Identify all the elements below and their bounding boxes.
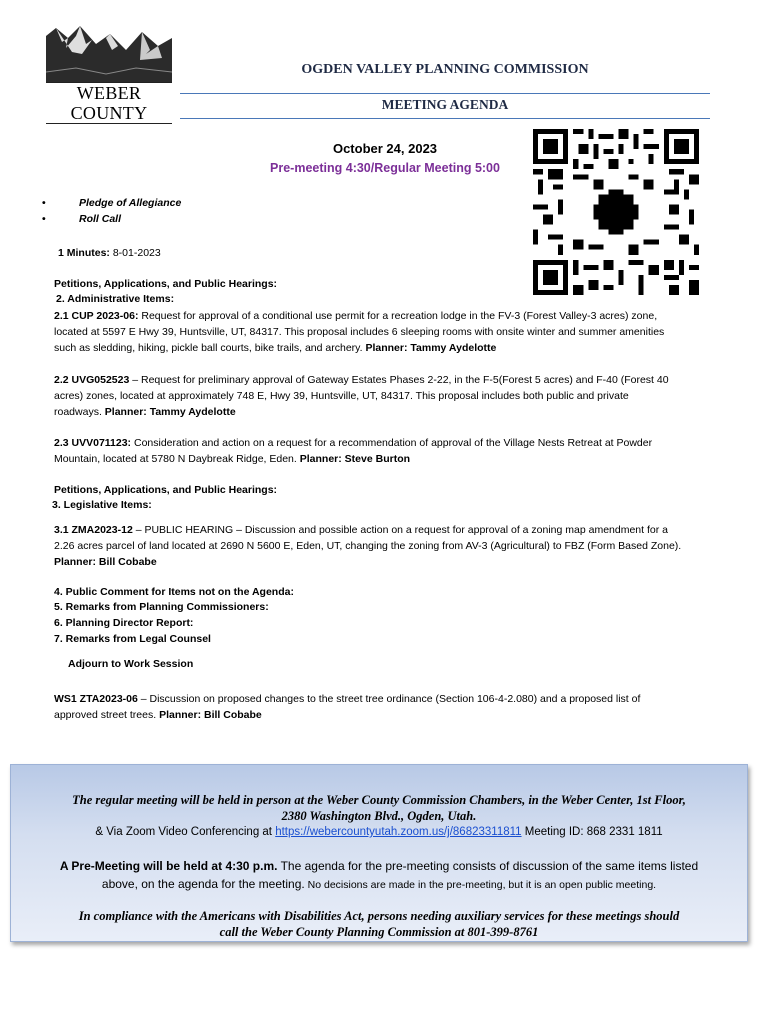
agenda-title: MEETING AGENDA <box>381 97 509 112</box>
commission-title: OGDEN VALLEY PLANNING COMMISSION <box>301 62 589 77</box>
legis-subheading: 3. Legislative Items: <box>52 499 152 511</box>
bullet-icon: • <box>42 213 46 225</box>
premeeting-line-2: above, on the agenda for the meeting. No decisions are made in the pre-meeting, but it is an open public meeting. <box>101 877 657 891</box>
location-line-2: 2380 Washington Blvd., Ogden, Utah. <box>281 809 477 823</box>
ada-line-1: In compliance with the Americans with Disabilities Act, persons needing auxiliary services for these meetings should <box>78 909 680 923</box>
meeting-notice-banner <box>10 764 748 942</box>
item-4: 4. Public Comment for Items not on the Agenda: <box>54 586 294 598</box>
item-2-1: 2.1 CUP 2023-06: Request for approval of a conditional use permit for a recreation lodge in the FV-3 (Forest Valley-3 acres) zone, located at 5597 E Hwy 39, Huntsville, UT, 84317. This proposal includes 6 sleeping rooms with onsite winter and summer amenities such as sledding, hiking, pickle ball courts, bike trails, and archery. Planner: Tammy Aydelotte <box>54 310 665 354</box>
qr-code[interactable] <box>533 127 699 297</box>
zoom-link[interactable]: https://webercountyutah.zoom.us/j/86823311811 <box>275 826 522 838</box>
planner-name: Planner: Bill Cobabe <box>159 709 262 721</box>
work-session-item: WS1 ZTA2023-06 – Discussion on proposed changes to the street tree ordinance (Section 106-4-2.080) and a proposed list of approved street trees. Planner: Bill Cobabe <box>54 693 641 721</box>
item-3-1: 3.1 ZMA2023-12 – PUBLIC HEARING – Discussion and possible action on a request for approval of a zoning map amendment for a 2.26 acres parcel of land located at 2690 N 5600 E, Eden, UT, changing the zoning from AV-3 (Agricultural) to FBZ (Form Based Zone). Planner: Bill Cobabe <box>54 524 682 568</box>
planner-name: Planner: Steve Burton <box>299 453 411 465</box>
meeting-times: Pre-meeting 4:30/Regular Meeting 5:00 <box>270 161 500 175</box>
header-rule-bottom <box>180 118 710 119</box>
bullet-icon: • <box>42 197 46 209</box>
admin-heading: Petitions, Applications, and Public Hearings: <box>54 278 278 290</box>
meeting-date: October 24, 2023 <box>332 141 438 156</box>
logo-text: WEBER COUNTY <box>46 82 172 124</box>
legis-heading: Petitions, Applications, and Public Hearings: <box>54 484 278 496</box>
header-rule-top <box>180 93 710 94</box>
adjourn-line: Adjourn to Work Session <box>68 658 194 670</box>
item-2-3: 2.3 UVV071123: Consideration and action on a request for a recommendation of approval of the Village Nests Retreat at Powder Mountain, located at 5780 N Daybreak Ridge, Eden. Planner: Steve Burton <box>54 437 653 465</box>
admin-subheading: 2. Administrative Items: <box>56 293 175 305</box>
item-6: 6. Planning Director Report: <box>54 617 194 629</box>
item-5: 5. Remarks from Planning Commissioners: <box>54 601 269 613</box>
ada-line-2: call the Weber County Planning Commission at 801-399-8761 <box>219 925 539 939</box>
premeeting-line-1: A Pre-Meeting will be held at 4:30 p.m. The agenda for the pre-meeting consists of discussion of the same items listed <box>59 859 699 873</box>
planner-name: Planner: Bill Cobabe <box>54 556 157 568</box>
minutes-line: 1 Minutes: 8-01-2023 <box>58 247 161 259</box>
item-7: 7. Remarks from Legal Counsel <box>54 633 211 645</box>
location-line-1: The regular meeting will be held in person at the Weber County Commission Chambers, in the Weber Center, 1st Floor, <box>72 793 686 807</box>
planner-name: Planner: Tammy Aydelotte <box>365 342 497 354</box>
zoom-line: & Via Zoom Video Conferencing at https://webercountyutah.zoom.us/j/86823311811 Meeting ID: 868 2331 1811 <box>95 826 663 838</box>
item-2-2: 2.2 UVG052523 – Request for preliminary approval of Gateway Estates Phases 2-22, in the F-5(Forest 5 acres) and F-40 (Forest 40 acres) zones, located at approximately 748 E, Hwy 39, Huntsville, UT, 84317. This proposal includes both public and private roadways. Planner: Tammy Aydelotte <box>54 374 669 418</box>
planner-name: Planner: Tammy Aydelotte <box>104 406 236 418</box>
